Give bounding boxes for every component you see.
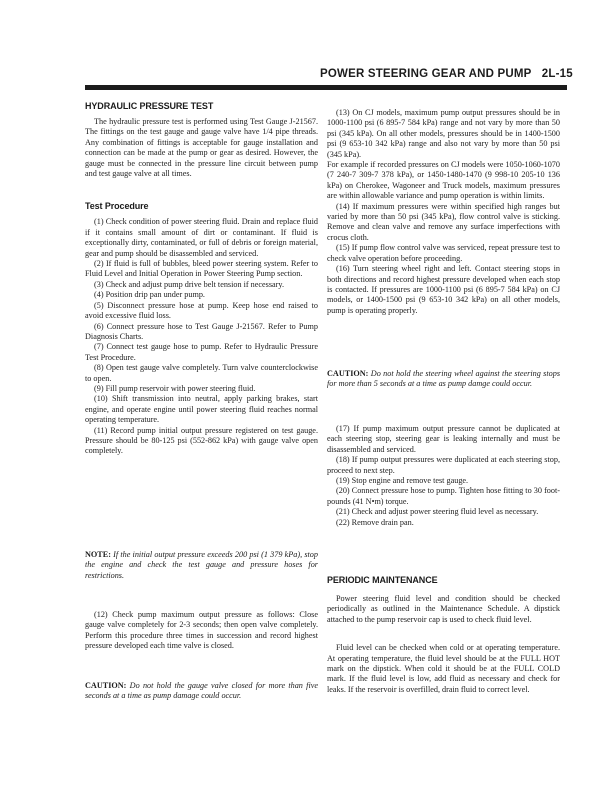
step-9: (9) Fill pump reservoir with power steering fluid.	[94, 383, 256, 393]
step-13: (13) On CJ models, maximum pump output pressures should be in 1000-1100 psi (6 895-7 584 kPa) range and not vary by more than 50 psi (345 kPa). On all other models, pressures should be in 1400-1500 psi (9 653-10 342 kPa) range and also not vary by more than 50 psi (345 kPa).	[327, 108, 560, 159]
caution-1-label: CAUTION:	[85, 681, 127, 690]
step-22: (22) Remove drain pan.	[336, 517, 414, 527]
note-block	[85, 550, 318, 581]
step-12: (12) Check pump maximum output pressure as follows: Close gauge valve completely for 2-3 seconds; then open valve completely. Perform this procedure three times in succession and record highest pressure developed each time valve is closed.	[85, 610, 318, 651]
note-label: NOTE:	[85, 550, 111, 559]
caution-2-label: CAUTION:	[327, 369, 369, 378]
caution-1-paragraph	[85, 681, 318, 702]
hydraulic-heading: HYDRAULIC PRESSURE TEST	[85, 101, 214, 111]
step-17: (17) If pump maximum output pressure cannot be duplicated at each steering stop, steering gear is leaking internally and must be disassembled and serviced.	[327, 424, 560, 454]
step-13-example: For example if recorded pressures on CJ models were 1050-1060-1070 (7 240-7 309-7 378 kPa), or 1450-1480-1470 (9 998-10 205-10 136 kPa) on Cherokee, Wagoneer and Truck models, maximum pressures are within allowable variance and pump operation is within limits.	[327, 160, 560, 201]
header-rule	[85, 85, 567, 90]
left-column	[85, 101, 318, 457]
caution-2-text: Do not hold the steering wheel against the steering stops for more than 5 seconds at a time as pump damge could occur.	[327, 369, 561, 389]
step-15: (15) If pump flow control valve was serviced, repeat pressure test to check valve operation before proceeding.	[327, 243, 560, 263]
step-10: (10) Shift transmission into neutral, apply parking brakes, start engine, and operate engine until power steering fluid reaches normal operating temperature.	[85, 394, 318, 425]
caution-1-block	[85, 681, 318, 702]
step-4: (4) Position drip pan under pump.	[94, 290, 205, 300]
step-11: (11) Record pump initial output pressure registered on test gauge. Pressure should be 80-125 psi (552-862 kPa) with gauge valve open completely.	[85, 425, 318, 456]
note-paragraph	[85, 550, 318, 581]
step-1: (1) Check condition of power steering fluid. Drain and replace fluid if it contains small amount of dirt or contaminant. If fluid is exceptionally dirty, contaminated, or full of debris or foreign material, gear and pump should be disassembled and serviced.	[85, 217, 318, 258]
caution-1-text: Do not hold the gauge valve closed for more than five seconds at a time as pump damage could occur.	[85, 681, 318, 701]
step-8: (8) Open test gauge valve completely. Turn valve counterclockwise to open.	[85, 363, 318, 383]
caution-2-paragraph	[327, 369, 560, 390]
step-6: (6) Connect pressure hose to Test Gauge J-21567. Refer to Pump Diagnosis Charts.	[85, 321, 318, 341]
step-16: (16) Turn steering wheel right and left. Contact steering stops in both directions and record highest pressure developed when each stop is contacted. If pressures are 1000-1100 psi (6 895-7 584 kPa) on CJ models, or 1400-1500 psi (9 653-10 342 kPa) on all other models, pump is operating properly.	[327, 264, 560, 315]
periodic-heading: PERIODIC MAINTENANCE	[327, 575, 438, 585]
steps-17-22	[327, 424, 560, 528]
note-text: If the initial output pressure exceeds 200 psi (1 379 kPa), stop the engine and check the test gauge and pressure hoses for restrictions.	[85, 550, 318, 580]
page-number: 2L-15	[541, 68, 573, 80]
step-19: (19) Stop engine and remove test gauge.	[336, 476, 469, 486]
step-5: (5) Disconnect pressure hose at pump. Keep hose end raised to avoid excessive fluid loss.	[85, 300, 318, 321]
step-12-block	[85, 610, 318, 652]
step-14: (14) If maximum pressures were within specified high ranges but varied by more than 50 psi (345 kPa), flow control valve is sticking. Remove and clean valve and remove any surface imperfections with crocus cloth.	[327, 201, 560, 242]
caution-2-block	[327, 369, 560, 390]
step-18: (18) If pump output pressures were duplicated at each steering stop, proceed to next step.	[327, 455, 560, 475]
periodic-p1: Power steering fluid level and condition should be checked periodically as outlined in the Maintenance Schedule. A dipstick attached to the pump reservoir cap is used to check fluid level.	[327, 594, 560, 624]
right-column	[327, 108, 560, 316]
running-header	[320, 68, 573, 80]
procedure-heading: Test Procedure	[85, 201, 149, 212]
hydraulic-intro: The hydraulic pressure test is performed using Test Gauge J-21567. The fittings on the test gauge and gauge valve have 1/4 pipe threads. Any combination of fittings is acceptable for gauge installation and connection can be made at the pump or gear as desired. However, the gauge must be connected in the pressure line circuit between pump and test gauge valve at all times.	[85, 117, 318, 179]
step-20: (20) Connect pressure hose to pump. Tighten hose fitting to 30 foot-pounds (41 N•m) torque.	[327, 486, 560, 506]
step-21: (21) Check and adjust power steering fluid level as necessary.	[336, 507, 539, 517]
periodic-p2: Fluid level can be checked when cold or at operating temperature. At operating temperature, the fluid level should be at the FULL HOT mark on the dipstick. When cold it should be at the FULL COLD mark. If the fluid level is low, add fluid as necessary and check for leaks. If the reservoir is overfilled, drain fluid to correct level.	[327, 643, 560, 694]
header-title: POWER STEERING GEAR AND PUMP	[320, 68, 532, 80]
step-3: (3) Check and adjust pump drive belt tension if necessary.	[94, 279, 285, 289]
step-2: (2) If fluid is full of bubbles, bleed power steering system. Refer to Fluid Level and Initial Operation in Power Steering Pump section.	[85, 259, 318, 279]
periodic-section	[327, 575, 560, 695]
step-7: (7) Connect test gauge hose to pump. Refer to Hydraulic Pressure Test Procedure.	[85, 342, 318, 362]
